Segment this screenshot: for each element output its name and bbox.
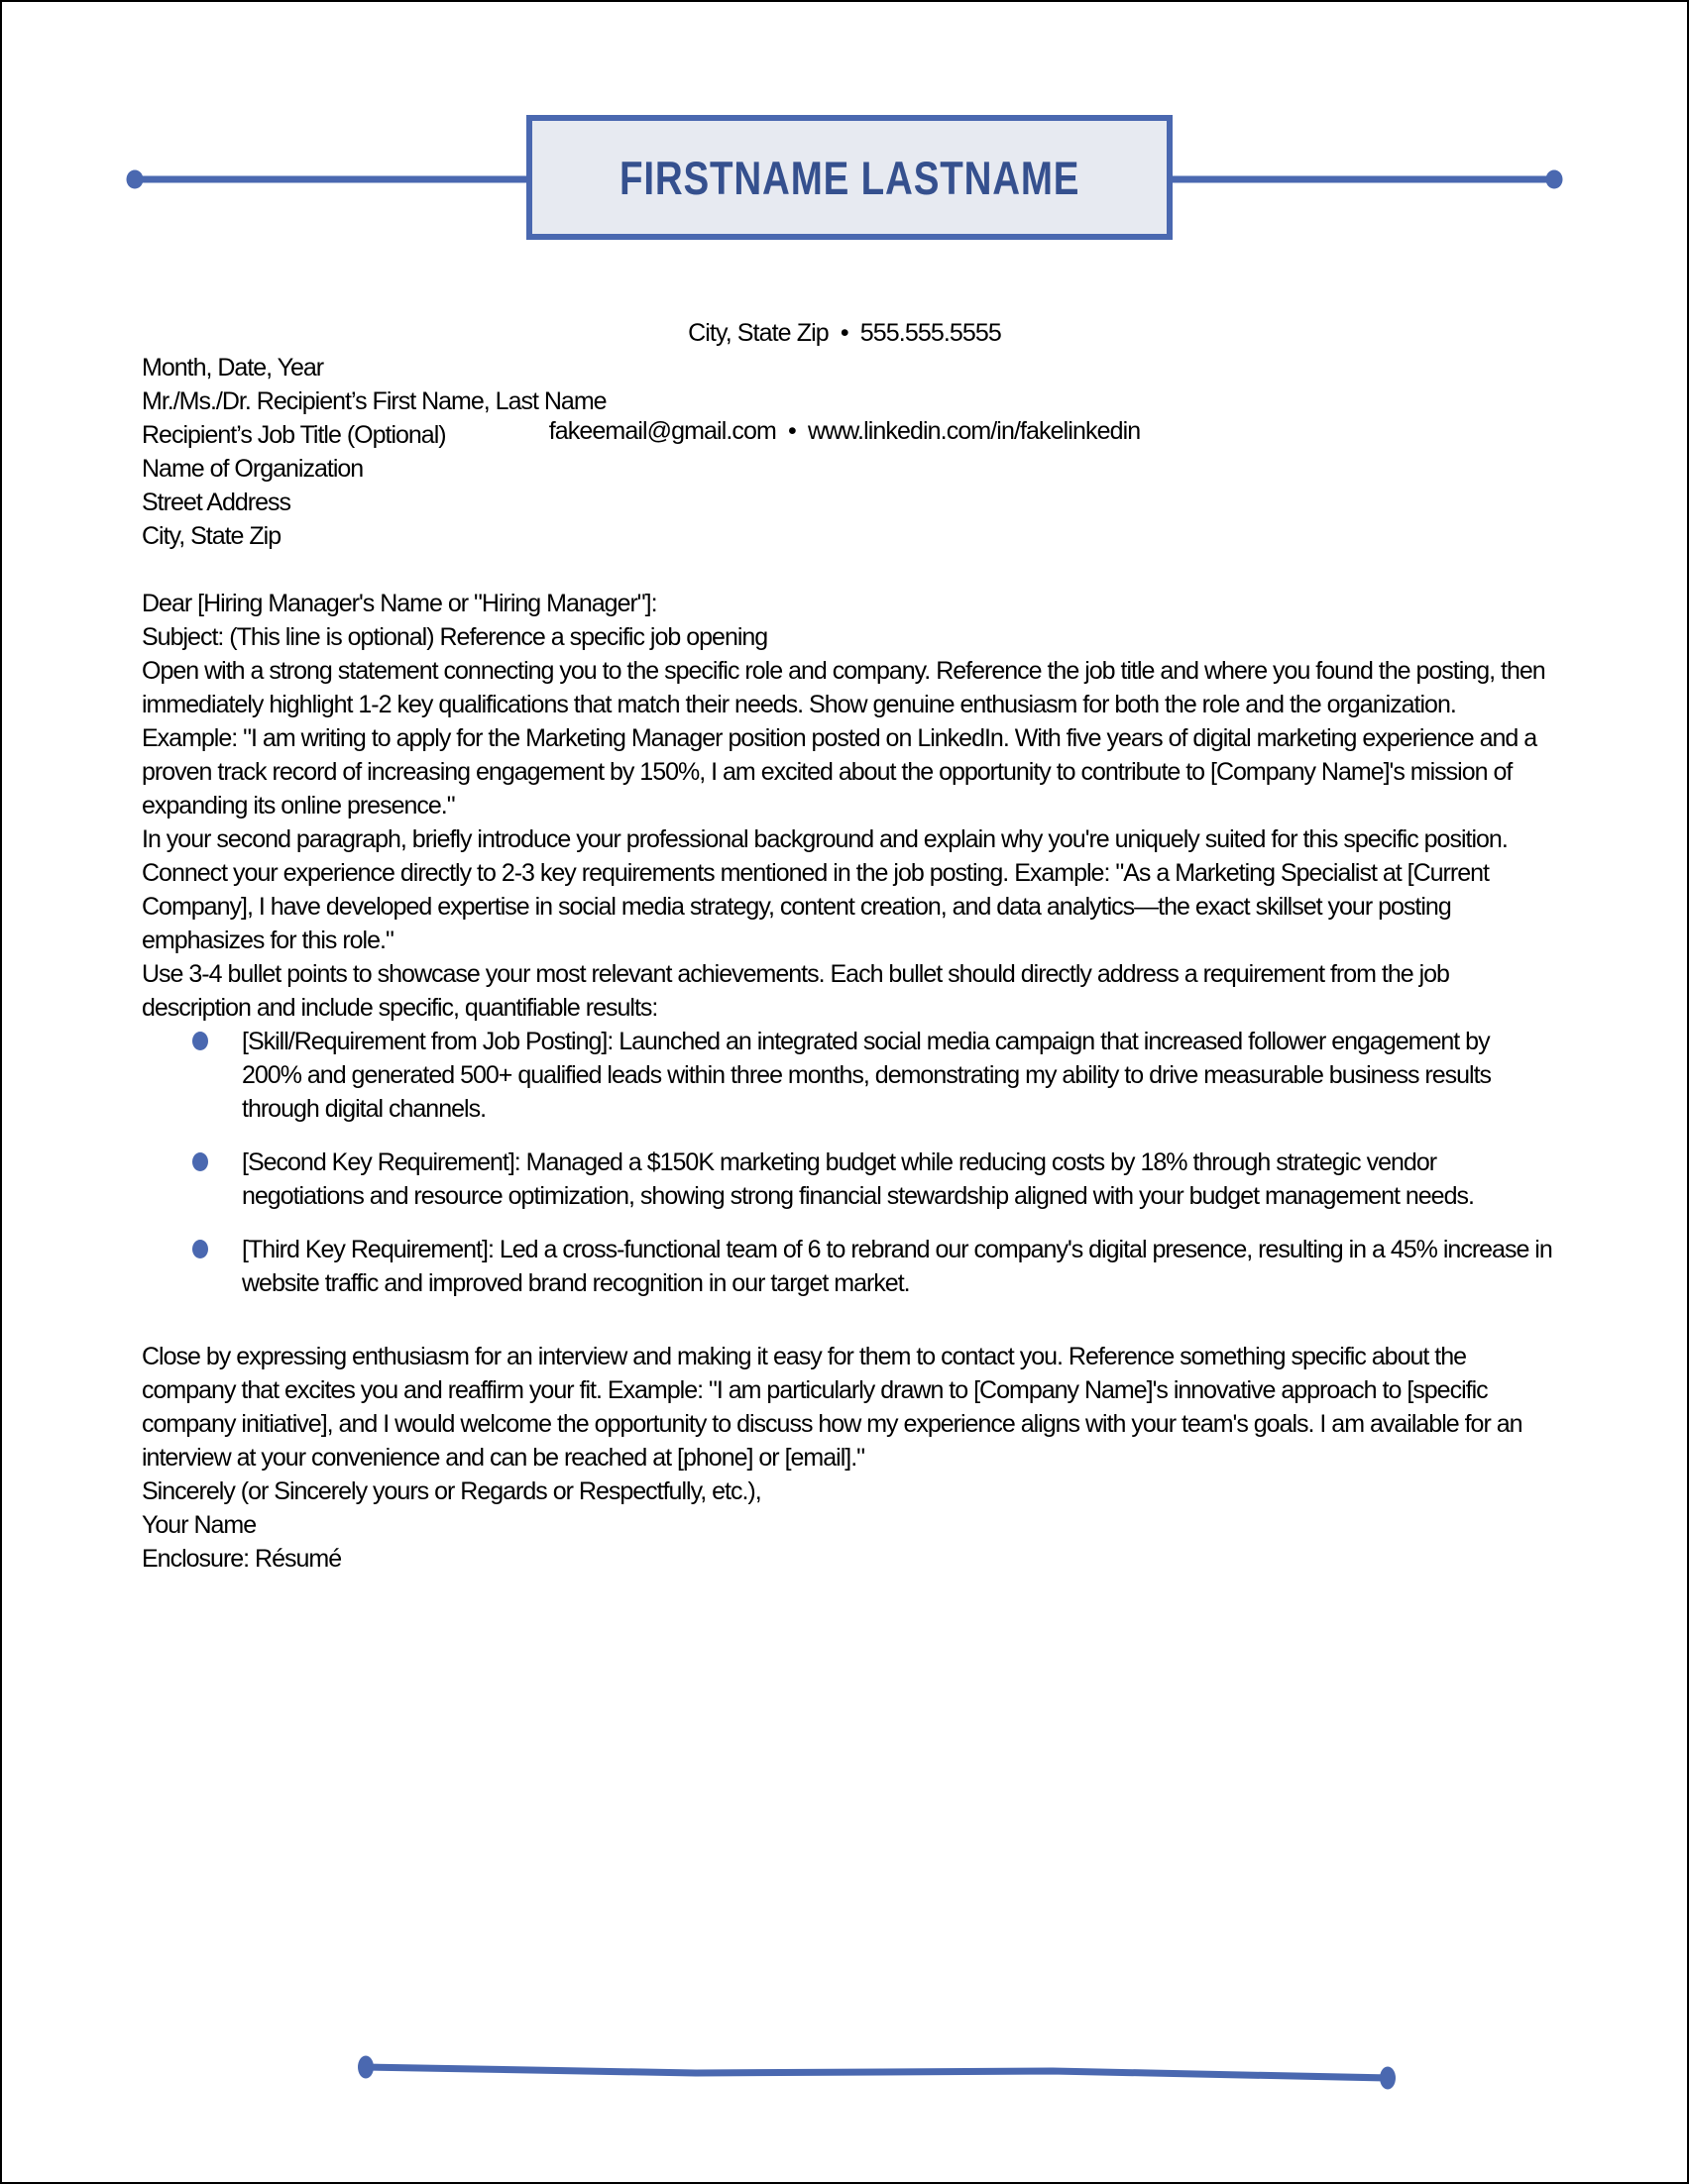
footer-rule-left-dot [358, 2056, 374, 2079]
contact-line-email-linkedin: fakeemail@gmail.com • www.linkedin.com/in/fakelinkedin [548, 417, 1141, 445]
letter-body [142, 351, 1553, 1576]
bullet-icon [192, 1240, 208, 1258]
recipient-street-line: Street Address [142, 489, 290, 516]
page-title: FIRSTNAME LASTNAME [619, 151, 1080, 204]
name-banner [526, 115, 1173, 240]
salutation: Dear [Hiring Manager's Name or "Hiring Manager"]: [142, 590, 657, 617]
bullets-intro-paragraph: Use 3-4 bullet points to showcase your most relevant achievements. Each bullet should directly address a requirement from the job description and include specific, quantifiable results: [142, 960, 1449, 1022]
contact-line-city-phone: City, State Zip • 555.555.5555 [688, 319, 1001, 347]
signoff-line: Sincerely (or Sincerely yours or Regards or Respectfully, etc.), [142, 1477, 761, 1505]
bullet-text: [Second Key Requirement]: Managed a $150K marketing budget while reducing costs by 18% through strategic vendor negotiations and resource optimization, showing strong financial stewardship aligned with your budget management needs. [242, 1148, 1474, 1210]
bullet-item [142, 1233, 1553, 1300]
footer-rule-line [365, 2067, 1389, 2078]
recipient-city-line: City, State Zip [142, 522, 282, 550]
bullet-item [142, 1025, 1553, 1126]
bullet-icon [192, 1032, 208, 1050]
bullet-item [142, 1146, 1553, 1213]
bullet-text: [Third Key Requirement]: Led a cross-functional team of 6 to rebrand our company's digital presence, resulting in a 45% increase in website traffic and improved brand recognition in our target market. [242, 1236, 1552, 1297]
recipient-block [142, 384, 1553, 553]
header-rule-left-dot [127, 170, 144, 189]
recipient-organization-line: Name of Organization [142, 455, 364, 483]
date-line: Month, Date, Year [142, 354, 324, 382]
closing-paragraph: Close by expressing enthusiasm for an interview and making it easy for them to contact you. Reference something specific about the company that excites you and reaffirm your fit. Example: "I am particularly drawn to [Company Name]'s innovative approach to [specific company initiative], and I would welcome the opportunity to discuss how my experience aligns with your team's goals. I am available for an interview at your convenience and can be reached at [phone] or [email]." [142, 1343, 1522, 1472]
recipient-name-line: Mr./Ms./Dr. Recipient’s First Name, Last Name [142, 387, 607, 415]
second-paragraph: In your second paragraph, briefly introduce your professional background and explain why you're uniquely suited for this specific position. Connect your experience directly to 2-3 key requirements mentioned in the job posting. Example: "As a Marketing Specialist at [Current Company], I have developed expertise in social media strategy, content creation, and data analytics—the exact skillset your posting emphasizes for this role." [142, 825, 1508, 954]
header-rule-right-dot [1546, 170, 1563, 189]
enclosure-note: Enclosure: Résumé [142, 1545, 342, 1573]
footer-rule-right-dot [1380, 2067, 1396, 2090]
recipient-title-line: Recipient’s Job Title (Optional) [142, 421, 446, 449]
bullet-icon [192, 1152, 208, 1171]
subject-line: Subject: (This line is optional) Reference a specific job opening [142, 623, 768, 651]
achievement-bullet-list [142, 1025, 1553, 1300]
opening-paragraph: Open with a strong statement connecting you to the specific role and company. Reference the job title and where you found the posting, then immediately highlight 1-2 key qualifications that match their needs. Show genuine enthusiasm for both the role and the organization. Example: "I am writing to apply for the Marketing Manager position posted on LinkedIn. With five years of digital marketing experience and a proven track record of increasing engagement by 150%, I am excited about the opportunity to contribute to [Company Name]'s mission of expanding its online presence." [142, 657, 1545, 819]
signature-name: Your Name [142, 1511, 257, 1539]
bullet-text: [Skill/Requirement from Job Posting]: Launched an integrated social media campaign that increased follower engagement by 200% and generated 500+ qualified leads within three months, demonstrating my ability to drive measurable business results through digital channels. [242, 1028, 1492, 1123]
